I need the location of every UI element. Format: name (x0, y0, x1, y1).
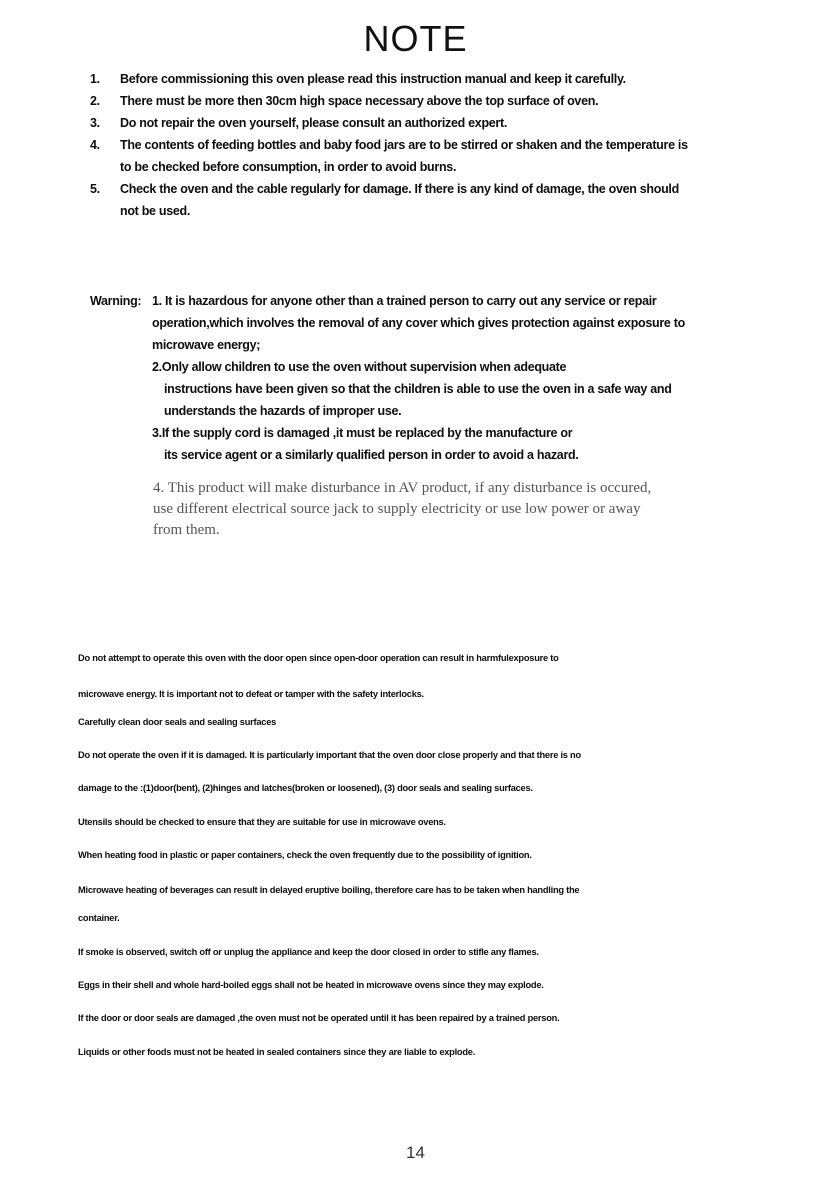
warning-section (90, 290, 690, 466)
note-item (90, 134, 690, 178)
note-number: 1. (90, 72, 100, 86)
safety-line: Do not operate the oven if it is damaged. It is particularly important that the oven door close properly and that there is no (78, 750, 581, 760)
safety-line: Carefully clean door seals and sealing surfaces (78, 717, 277, 727)
safety-line: container. (78, 913, 120, 923)
note-text: Before commissioning this oven please read this instruction manual and keep it carefully. (120, 72, 626, 86)
safety-line: Utensils should be checked to ensure that they are suitable for use in microwave ovens. (78, 817, 446, 827)
note-number: 4. (90, 138, 100, 152)
warning-text-continued: its service agent or a similarly qualified person in order to avoid a hazard. (164, 448, 579, 462)
note-item (90, 68, 690, 90)
warning-text: 2.Only allow children to use the oven without supervision when adequate (152, 360, 567, 374)
warning-text: 3.If the supply cord is damaged ,it must be replaced by the manufacture or (152, 426, 573, 440)
safety-line: Eggs in their shell and whole hard-boiled eggs shall not be heated in microwave ovens since they may explode. (78, 980, 544, 990)
page-title: NOTE (363, 18, 468, 59)
note-item (90, 112, 690, 134)
safety-line: If the door or door seals are damaged ,the oven must not be operated until it has been repaired by a trained person. (78, 1013, 560, 1023)
note-number: 5. (90, 182, 100, 196)
notes-list (90, 68, 690, 222)
warning-item-3 (90, 422, 690, 466)
safety-line: Microwave heating of beverages can result in delayed eruptive boiling, therefore care has to be taken when handling the (78, 885, 580, 895)
note-number: 2. (90, 94, 100, 108)
safety-line: microwave energy. It is important not to defeat or tamper with the safety interlocks. (78, 689, 424, 699)
note-text: There must be more then 30cm high space necessary above the top surface of oven. (120, 94, 599, 108)
warning-label: Warning: (90, 294, 142, 308)
warning-item-2 (90, 356, 690, 422)
note-number: 3. (90, 116, 100, 130)
warning-text: 1. It is hazardous for anyone other than a trained person to carry out any service or repair operation,which involves the removal of any cover which gives protection against exposure to microwave energy; (152, 294, 685, 352)
safety-line: damage to the :(1)door(bent), (2)hinges and latches(broken or loosened), (3) door seals and sealing surfaces. (78, 783, 533, 793)
note-item (90, 178, 690, 222)
warning-text-continued: instructions have been given so that the children is able to use the oven in a safe way and understands the hazards of improper use. (164, 382, 672, 418)
note-text: The contents of feeding bottles and baby food jars are to be stirred or shaken and the temperature is to be checked before consumption, in order to avoid burns. (120, 138, 688, 174)
note-item (90, 90, 690, 112)
safety-line: If smoke is observed, switch off or unplug the appliance and keep the door closed in order to stifle any flames. (78, 947, 539, 957)
warning-item-1 (90, 290, 690, 356)
note-text: Do not repair the oven yourself, please consult an authorized expert. (120, 116, 508, 130)
safety-line: Liquids or other foods must not be heated in sealed containers since they are liable to explode. (78, 1047, 476, 1057)
safety-line: Do not attempt to operate this oven with the door open since open-door operation can result in harmfulexposure to (78, 653, 559, 663)
safety-line: When heating food in plastic or paper containers, check the oven frequently due to the possibility of ignition. (78, 850, 532, 860)
note-text: Check the oven and the cable regularly for damage. If there is any kind of damage, the oven should not be used. (120, 182, 679, 218)
page-number: 14 (406, 1143, 425, 1162)
warning-item-4: 4. This product will make disturbance in AV product, if any disturbance is occured, use different electrical source jack to supply electricity or use low power or away from them. (153, 480, 652, 538)
